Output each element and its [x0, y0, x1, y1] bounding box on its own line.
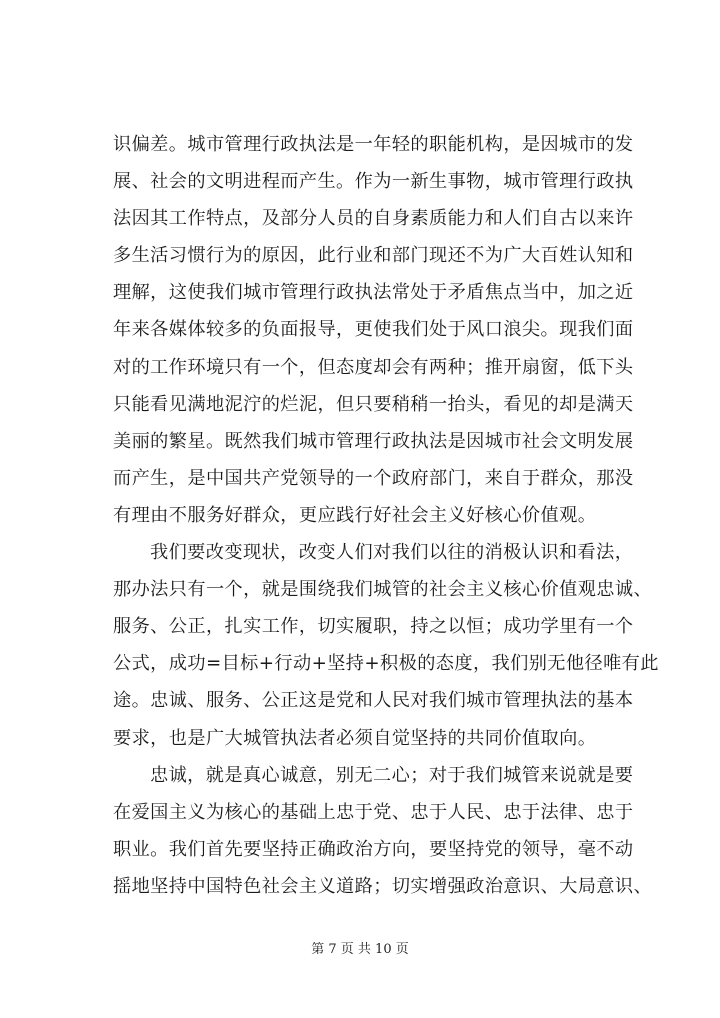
text-line: 服务、公正，扎实工作，切实履职，持之以恒；成功学里有一个	[113, 616, 634, 638]
page-number: 第 7 页 共 10 页	[311, 942, 409, 957]
text-line: 途。忠诚、服务、公正这是党和人民对我们城市管理执法的基本	[113, 690, 634, 712]
text-line: 只能看见满地泥泞的烂泥，但只要稍稍一抬头，看见的却是满天	[113, 393, 634, 415]
text-line: 那办法只有一个，就是围绕我们城管的社会主义核心价值观忠诚、	[113, 579, 653, 601]
text-line: 年来各媒体较多的负面报导，更使我们处于风口浪尖。现我们面	[113, 319, 634, 341]
text-line: 而产生，是中国共产党领导的一个政府部门，来自于群众，那没	[113, 467, 634, 489]
text-line: 对的工作环境只有一个，但态度却会有两种；推开扇窗，低下头	[113, 356, 634, 378]
text-line: 识偏差。城市管理行政执法是一年轻的职能机构，是因城市的发	[113, 134, 634, 155]
text-line: 理解，这使我们城市管理行政执法常处于矛盾焦点当中，加之近	[113, 282, 634, 304]
text-line: 在爱国主义为核心的基础上忠于党、忠于人民、忠于法律、忠于	[113, 801, 634, 823]
text-line: 法因其工作特点，及部分人员的自身素质能力和人们自古以来许	[113, 208, 634, 230]
text-line: 展、社会的文明进程而产生。作为一新生事物，城市管理行政执	[113, 171, 634, 193]
paragraph-start-line: 忠诚，就是真心诚意，别无二心；对于我们城管来说就是要	[150, 764, 634, 786]
text-line: 公式，成功=目标+行动+坚持+积极的态度，我们别无他径唯有此	[113, 653, 659, 675]
text-line: 美丽的繁星。既然我们城市管理行政执法是因城市社会文明发展	[113, 430, 634, 452]
text-line: 多生活习惯行为的原因，此行业和部门现还不为广大百姓认知和	[113, 245, 634, 267]
paragraph-start-line: 我们要改变现状，改变人们对我们以往的消极认识和看法，	[150, 542, 634, 564]
body-text	[113, 126, 659, 905]
text-line: 职业。我们首先要坚持正确政治方向，要坚持党的领导，毫不动	[113, 838, 634, 860]
text-line: 摇地坚持中国特色社会主义道路；切实增强政治意识、大局意识、	[113, 875, 653, 897]
text-line: 有理由不服务好群众，更应践行好社会主义好核心价值观。	[113, 504, 597, 526]
text-line: 要求，也是广大城管执法者必须自觉坚持的共同价值取向。	[113, 727, 597, 749]
